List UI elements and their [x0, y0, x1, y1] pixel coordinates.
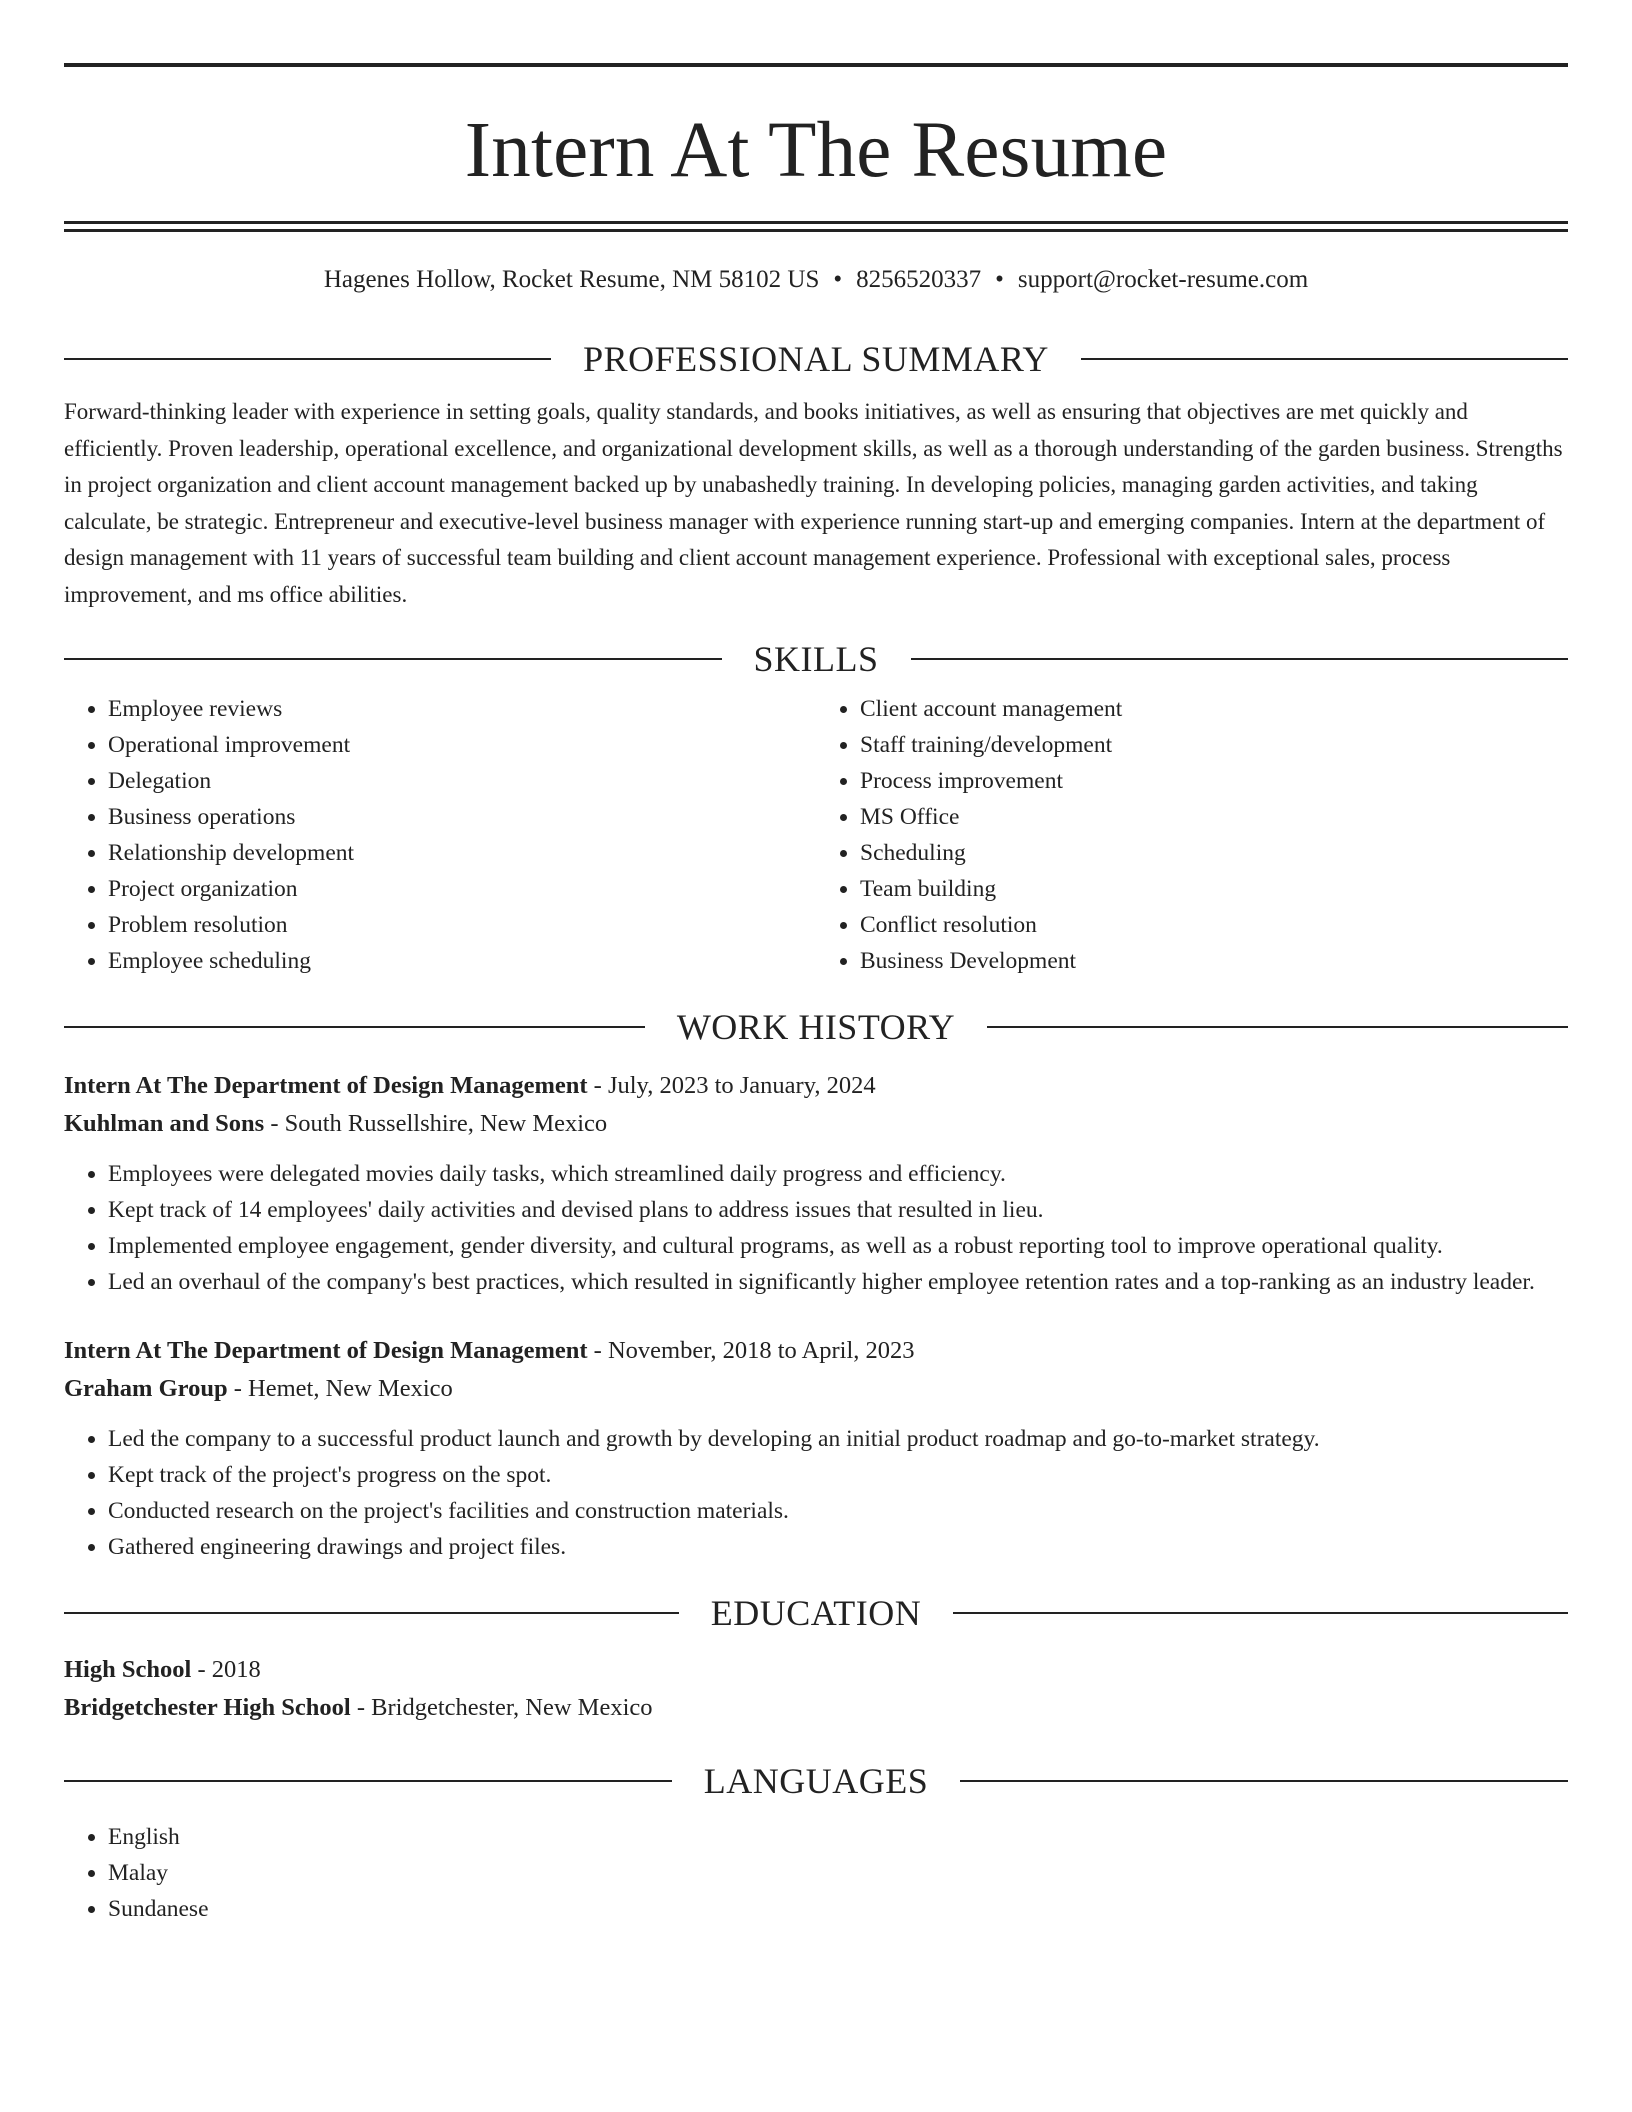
- contact-line: [64, 265, 1568, 295]
- job-bullet: • Led an overhaul of the company's best practices, which resulted in significantly higher employee retention rates and a top-ranking as an industry leader.: [108, 1264, 1568, 1300]
- skill-item: • Conflict resolution: [860, 907, 1568, 943]
- skill-item: • Problem resolution: [108, 907, 816, 943]
- summary-text: Forward-thinking leader with experience in setting goals, quality standards, and books initiatives, as well as ensuring that objectives are met quickly and efficiently. Proven leadership, operational excellence, and organizational development skills, as well as a thorough understanding of the garden business. Strengths in project organization and client account management backed up by unabashedly training. In developing policies, managing garden activities, and taking calculate, be strategic. Entrepreneur and executive-level business manager with experience running start-up and emerging companies. Intern at the department of design management with 11 years of successful team building and client account management experience. Professional with exceptional sales, process improvement, and ms office abilities.: [64, 399, 1563, 607]
- contact-phone: 8256520337: [856, 266, 982, 293]
- job-bullet: • Conducted research on the project's facilities and construction materials.: [108, 1493, 1568, 1529]
- heading-rule: [911, 658, 1569, 660]
- job-bullet: • Implemented employee engagement, gender diversity, and cultural programs, as well as a robust reporting tool to improve operational quality.: [108, 1228, 1568, 1264]
- dash: -: [191, 1656, 212, 1683]
- heading-rule: [953, 1612, 1568, 1614]
- skills-heading: [64, 637, 1568, 681]
- skill-item: • Business operations: [108, 799, 816, 835]
- languages-block: [64, 1819, 1568, 1927]
- summary-heading: [64, 337, 1568, 381]
- job-title: Intern At The Department of Design Management: [64, 1072, 588, 1099]
- job-bullet: • Led the company to a successful product launch and growth by developing an initial product roadmap and go-to-market strategy.: [108, 1421, 1568, 1457]
- language-item: • Malay: [108, 1855, 1568, 1891]
- job-bullets: [64, 1156, 1568, 1300]
- job-company-line: [64, 1105, 1568, 1143]
- education-year: 2018: [211, 1656, 261, 1683]
- skills-list-left: [64, 691, 816, 979]
- job-dates: July, 2023 to January, 2024: [607, 1072, 876, 1099]
- job-title-line: [64, 1067, 1568, 1105]
- heading-rule: [64, 658, 722, 660]
- dash: -: [587, 1337, 608, 1364]
- job-title: Intern At The Department of Design Management: [64, 1337, 588, 1364]
- skill-item: • Operational improvement: [108, 727, 816, 763]
- work-heading: [64, 1005, 1568, 1049]
- language-item: • English: [108, 1819, 1568, 1855]
- contact-separator: •: [833, 266, 843, 293]
- education-entry: [64, 1651, 1568, 1727]
- skill-item: • Staff training/development: [860, 727, 1568, 763]
- job-bullet: • Kept track of 14 employees' daily activities and devised plans to address issues that resulted in lieu.: [108, 1192, 1568, 1228]
- contact-address: Hagenes Hollow, Rocket Resume, NM 58102 US: [323, 266, 820, 293]
- skill-item: • Business Development: [860, 943, 1568, 979]
- contact-separator: •: [995, 266, 1004, 293]
- job-bullet: • Employees were delegated movies daily tasks, which streamlined daily progress and efficiency.: [108, 1156, 1568, 1192]
- education-title: EDUCATION: [710, 1593, 922, 1633]
- skill-item: • Relationship development: [108, 835, 816, 871]
- heading-rule: [987, 1026, 1568, 1028]
- skills-list-right: [816, 691, 1568, 979]
- languages-list: [64, 1819, 1568, 1927]
- skills-title: SKILLS: [753, 639, 879, 679]
- job-dates: November, 2018 to April, 2023: [607, 1337, 915, 1364]
- job-company: Graham Group: [64, 1375, 228, 1402]
- dash: -: [587, 1072, 608, 1099]
- work-title: WORK HISTORY: [676, 1007, 956, 1047]
- job-bullets: [64, 1421, 1568, 1565]
- languages-heading: [64, 1759, 1568, 1803]
- dash: -: [264, 1110, 285, 1137]
- job-entry: [64, 1067, 1568, 1300]
- education-school: Bridgetchester High School: [64, 1694, 351, 1721]
- education-location: Bridgetchester, New Mexico: [371, 1694, 653, 1721]
- skill-item: • MS Office: [860, 799, 1568, 835]
- contact-email: support@rocket-resume.com: [1017, 266, 1309, 293]
- skill-item: • Employee reviews: [108, 691, 816, 727]
- heading-rule: [1081, 358, 1568, 360]
- heading-rule: [64, 358, 551, 360]
- job-bullet: • Gathered engineering drawings and project files.: [108, 1529, 1568, 1565]
- skill-item: • Process improvement: [860, 763, 1568, 799]
- skill-item: • Employee scheduling: [108, 943, 816, 979]
- education-degree-line: [64, 1651, 1568, 1689]
- skill-item: • Delegation: [108, 763, 816, 799]
- heading-rule: [64, 1026, 645, 1028]
- job-location: Hemet, New Mexico: [248, 1375, 453, 1402]
- language-item: • Sundanese: [108, 1891, 1568, 1927]
- job-company-line: [64, 1370, 1568, 1408]
- job-title-line: [64, 1332, 1568, 1370]
- skills-columns: [64, 691, 1568, 979]
- candidate-name: Intern At The Resume: [464, 107, 1168, 194]
- dash: -: [227, 1375, 249, 1402]
- job-entry: [64, 1332, 1568, 1565]
- heading-rule: [64, 1612, 679, 1614]
- skill-item: • Team building: [860, 871, 1568, 907]
- top-rule: [64, 63, 1568, 67]
- education-heading: [64, 1591, 1568, 1635]
- job-company: Kuhlman and Sons: [64, 1110, 265, 1137]
- job-location: South Russellshire, New Mexico: [284, 1110, 608, 1137]
- languages-title: LANGUAGES: [703, 1761, 929, 1801]
- job-bullet: • Kept track of the project's progress on the spot.: [108, 1457, 1568, 1493]
- heading-rule: [64, 1780, 672, 1782]
- dash: -: [350, 1694, 372, 1721]
- skill-item: • Project organization: [108, 871, 816, 907]
- education-degree: High School: [64, 1656, 192, 1683]
- skill-item: • Client account management: [860, 691, 1568, 727]
- skill-item: • Scheduling: [860, 835, 1568, 871]
- heading-rule: [960, 1780, 1568, 1782]
- name-double-rule: [64, 221, 1568, 232]
- summary-title: PROFESSIONAL SUMMARY: [583, 339, 1049, 379]
- education-school-line: [64, 1689, 1568, 1727]
